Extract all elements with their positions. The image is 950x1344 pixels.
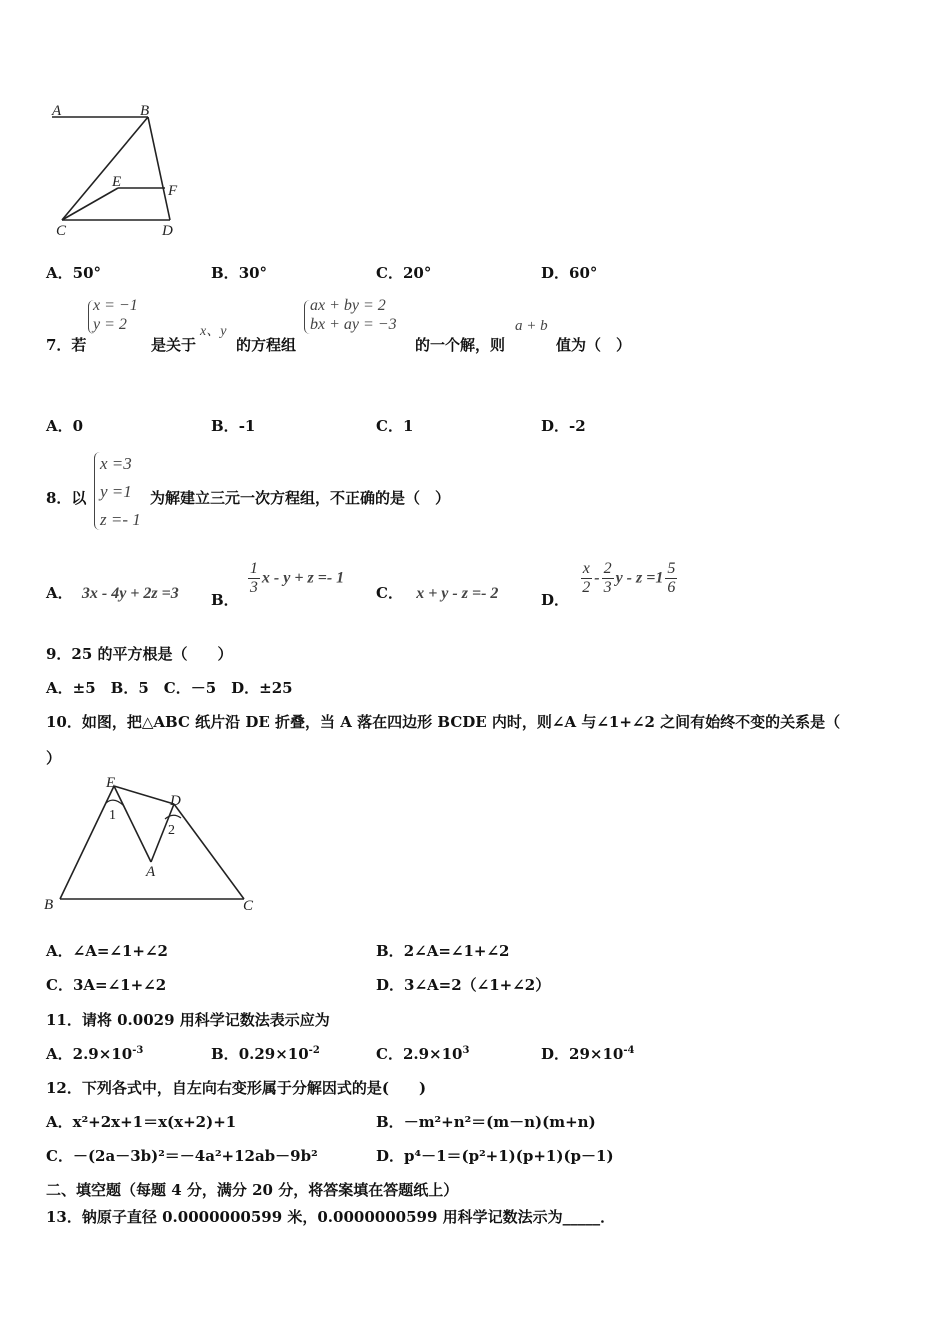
q11-option-d[interactable]: D．$29\times 10^{-4}$	[541, 1045, 635, 1063]
q9-options[interactable]: A．±5 B．5 C．－5 D．±25	[46, 679, 293, 697]
q7-text-1: 是关于	[151, 336, 197, 354]
q6-option-b[interactable]: B．30°	[211, 264, 268, 282]
q7-system-1: x = −1 y = 2	[93, 297, 138, 333]
q12-option-c[interactable]: C．－(2a－3b)²＝－4a²+12ab－9b²	[46, 1147, 318, 1165]
figure-folded-triangle	[40, 772, 270, 922]
q13-text: 13．钠原子直径 0.0000000599 米，0.0000000599 用科学记数法示为_____．	[46, 1208, 616, 1226]
q10-option-b[interactable]: B．2∠A=∠1+∠2	[376, 942, 510, 960]
q7-vars: x、y	[200, 324, 227, 339]
q7-text-4: 值为（ ）	[556, 336, 632, 354]
fig1-label-e: E	[112, 174, 122, 190]
q8-option-d[interactable]: D． $\frac{x}{2}$ - $\frac{2}{3}$ y - z =1 $\frac{5}{6}$	[541, 560, 676, 609]
fig2-label-2: 2	[168, 823, 175, 838]
fig2-label-c: C	[243, 898, 254, 914]
fig2-label-e: E	[106, 775, 116, 791]
q8-option-b[interactable]: B． $\frac{1}{3}$ x - y + z =- 1	[211, 560, 345, 609]
q10-text: 10．如图，把△ABC 纸片沿 DE 折叠，当 A 落在四边形 BCDE 内时，则∠A 与∠1+∠2 之间有始终不变的关系是（	[46, 713, 841, 731]
fig1-label-c: C	[56, 223, 67, 239]
q6-option-a[interactable]: A．50°	[46, 264, 102, 282]
q11-text: 11．请将 0.0029 用科学记数法表示应为	[46, 1011, 330, 1029]
q7-option-d[interactable]: D．-2	[541, 417, 586, 435]
fig2-label-b: B	[44, 897, 54, 913]
fig1-label-d: D	[162, 223, 173, 239]
section-2-heading: 二、填空题（每题 4 分，满分 20 分，将答案填在答题纸上）	[46, 1181, 459, 1199]
q6-option-d[interactable]: D．60°	[541, 264, 598, 282]
q8-system: x =3 y =1 z =- 1	[100, 454, 141, 529]
q7-option-b[interactable]: B．-1	[211, 417, 256, 435]
fig2-label-a: A	[146, 864, 156, 880]
q8-number: 8．以	[46, 489, 87, 507]
q10-option-c[interactable]: C．3A=∠1+∠2	[46, 976, 167, 994]
fig2-label-d: D	[170, 793, 181, 809]
q10-text-end: ）	[46, 749, 62, 767]
fig2-label-1: 1	[109, 808, 116, 823]
fig1-label-a: A	[52, 103, 62, 119]
q12-option-d[interactable]: D．p⁴－1＝(p²+1)(p+1)(p－1)	[376, 1147, 614, 1165]
q7-option-a[interactable]: A．0	[46, 417, 84, 435]
q7-number: 7．若	[46, 336, 87, 354]
q7-option-c[interactable]: C．1	[376, 417, 414, 435]
q8-text: 为解建立三元一次方程组，不正确的是（ ）	[150, 489, 451, 507]
figure-trapezoid	[40, 100, 190, 240]
fig1-label-f: F	[168, 183, 178, 199]
q10-option-d[interactable]: D．3∠A=2（∠1+∠2）	[376, 976, 551, 994]
q7-text-2: 的方程组	[236, 336, 297, 354]
q8-option-c[interactable]: C． x + y - z =- 2	[376, 584, 499, 602]
q10-option-a[interactable]: A．∠A=∠1+∠2	[46, 942, 168, 960]
q7-text-3: 的一个解，则	[415, 336, 506, 354]
q7-system-2: ax + by = 2 bx + ay = −3	[310, 297, 397, 333]
q7-expr: a + b	[515, 318, 548, 334]
fig1-label-b: B	[140, 103, 150, 119]
q12-option-a[interactable]: A．x²+2x+1＝x(x+2)+1	[46, 1113, 237, 1131]
q8-option-a[interactable]: A． 3x - 4y + 2z =3	[46, 584, 179, 602]
q11-option-c[interactable]: C．$2.9\times 10^3$	[376, 1045, 470, 1063]
q6-option-c[interactable]: C．20°	[376, 264, 432, 282]
q12-option-b[interactable]: B．－m²+n²＝(m－n)(m+n)	[376, 1113, 596, 1131]
q9-text: 9．25 的平方根是（ ）	[46, 645, 233, 663]
q12-text: 12．下列各式中，自左向右变形属于分解因式的是( )	[46, 1079, 427, 1097]
q11-option-b[interactable]: B．$0.29\times 10^{-2}$	[211, 1045, 320, 1063]
q11-option-a[interactable]: A．$2.9\times 10^{-3}$	[46, 1045, 144, 1063]
